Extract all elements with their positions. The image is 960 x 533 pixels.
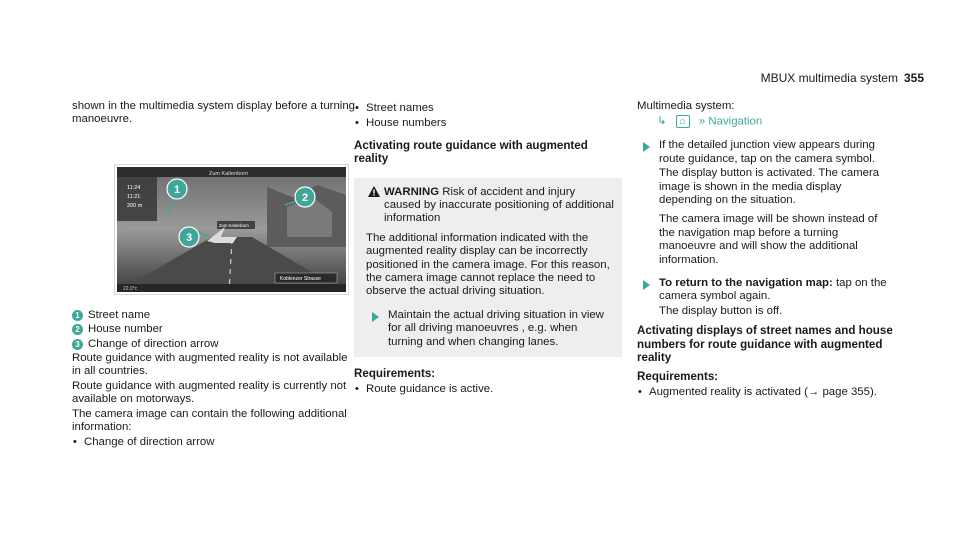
warning-head-text: Risk of accident and injury caused by inaccurate positioning of additional information bbox=[384, 185, 614, 225]
time-1: 11:24 bbox=[127, 184, 141, 191]
header-title: MBUX multimedia system bbox=[760, 71, 898, 85]
legend-list bbox=[72, 309, 357, 351]
requirements-heading: Requirements: bbox=[354, 367, 436, 381]
requirements-heading: Requirements: bbox=[637, 370, 719, 384]
path-intro: Multimedia system: bbox=[637, 100, 735, 112]
time-2: 11:21 bbox=[127, 193, 141, 200]
legend-item: 2 House number bbox=[72, 323, 357, 336]
bullet-item: • House numbers bbox=[354, 117, 622, 130]
column-3 bbox=[637, 100, 895, 399]
intro-text: shown in the multimedia system display before a turning manoeuvre. bbox=[72, 100, 356, 126]
home-icon: ⌂ bbox=[676, 115, 690, 128]
distance: 200 m bbox=[127, 202, 143, 209]
step-arrow-icon bbox=[372, 312, 379, 322]
warning-icon bbox=[368, 186, 380, 197]
step-arrow-icon bbox=[643, 142, 650, 152]
warning-header bbox=[366, 186, 614, 226]
warning-body: The additional information indicated with the augmented reality display can be incorrectly positioned in the camera image. For this reason, the camera image cannot replace the need to observe the actual driving situation. bbox=[366, 231, 610, 298]
warning-box bbox=[354, 178, 622, 357]
column-2 bbox=[354, 100, 622, 396]
camera-figure bbox=[114, 164, 349, 295]
page-header bbox=[761, 72, 924, 85]
svg-text:2: 2 bbox=[301, 191, 309, 204]
legend-item: 3 Change of direction arrow bbox=[72, 338, 357, 351]
warning-label: WARNING bbox=[384, 185, 440, 198]
sign-top-label: Zum Kaltenborn bbox=[209, 170, 249, 177]
bullet-item: • Street names bbox=[354, 102, 622, 115]
step-1: If the detailed junction view appears during route guidance, tap on the camera symbol. The display button is activated. The camera image is shown in the media display depending on the situation. The camera image will be shown instead of the navigation map before a turning manoeuvre and will show the additional information. bbox=[637, 139, 895, 267]
svg-text:1: 1 bbox=[173, 183, 181, 196]
column-1 bbox=[72, 100, 357, 450]
camera-image bbox=[117, 167, 346, 292]
requirement-item: • Route guidance is active. bbox=[354, 383, 622, 396]
paragraph-1: Route guidance with augmented reality is not available in all countries. bbox=[72, 352, 348, 378]
street-box: Koblenzer Strasse bbox=[280, 275, 321, 282]
bullet-item: • Change of direction arrow bbox=[72, 436, 357, 449]
path-arrow-icon: ↳ bbox=[657, 115, 667, 128]
page-number: 355 bbox=[903, 71, 924, 85]
svg-text:3: 3 bbox=[185, 231, 193, 244]
warning-step: Maintain the actual driving situation in view for all driving manoeuvres , e.g. when turning and when changing lanes. bbox=[366, 309, 614, 349]
road-label: Zum Kaltenborn bbox=[219, 222, 249, 228]
section-heading: Activating route guidance with augmented reality bbox=[354, 138, 588, 166]
path-navigation: Navigation bbox=[708, 115, 763, 128]
paragraph-2: Route guidance with augmented reality is currently not available on motorways. bbox=[72, 379, 347, 406]
menu-path bbox=[637, 115, 895, 129]
paragraph-3: The camera image can contain the following additional information: bbox=[72, 407, 347, 434]
section-heading: Activating displays of street names and house numbers for route guidance with augmented reality bbox=[637, 324, 893, 365]
step-arrow-icon bbox=[643, 280, 650, 290]
step-2: To return to the navigation map: tap on the camera symbol again. The display button is off. bbox=[637, 277, 895, 318]
legend-item: 1 Street name bbox=[72, 309, 357, 322]
forward-icon: » bbox=[698, 115, 706, 128]
temperature: 22.0°c bbox=[123, 285, 138, 292]
requirement-item: • Augmented reality is activated (→ page 355). bbox=[637, 386, 895, 399]
